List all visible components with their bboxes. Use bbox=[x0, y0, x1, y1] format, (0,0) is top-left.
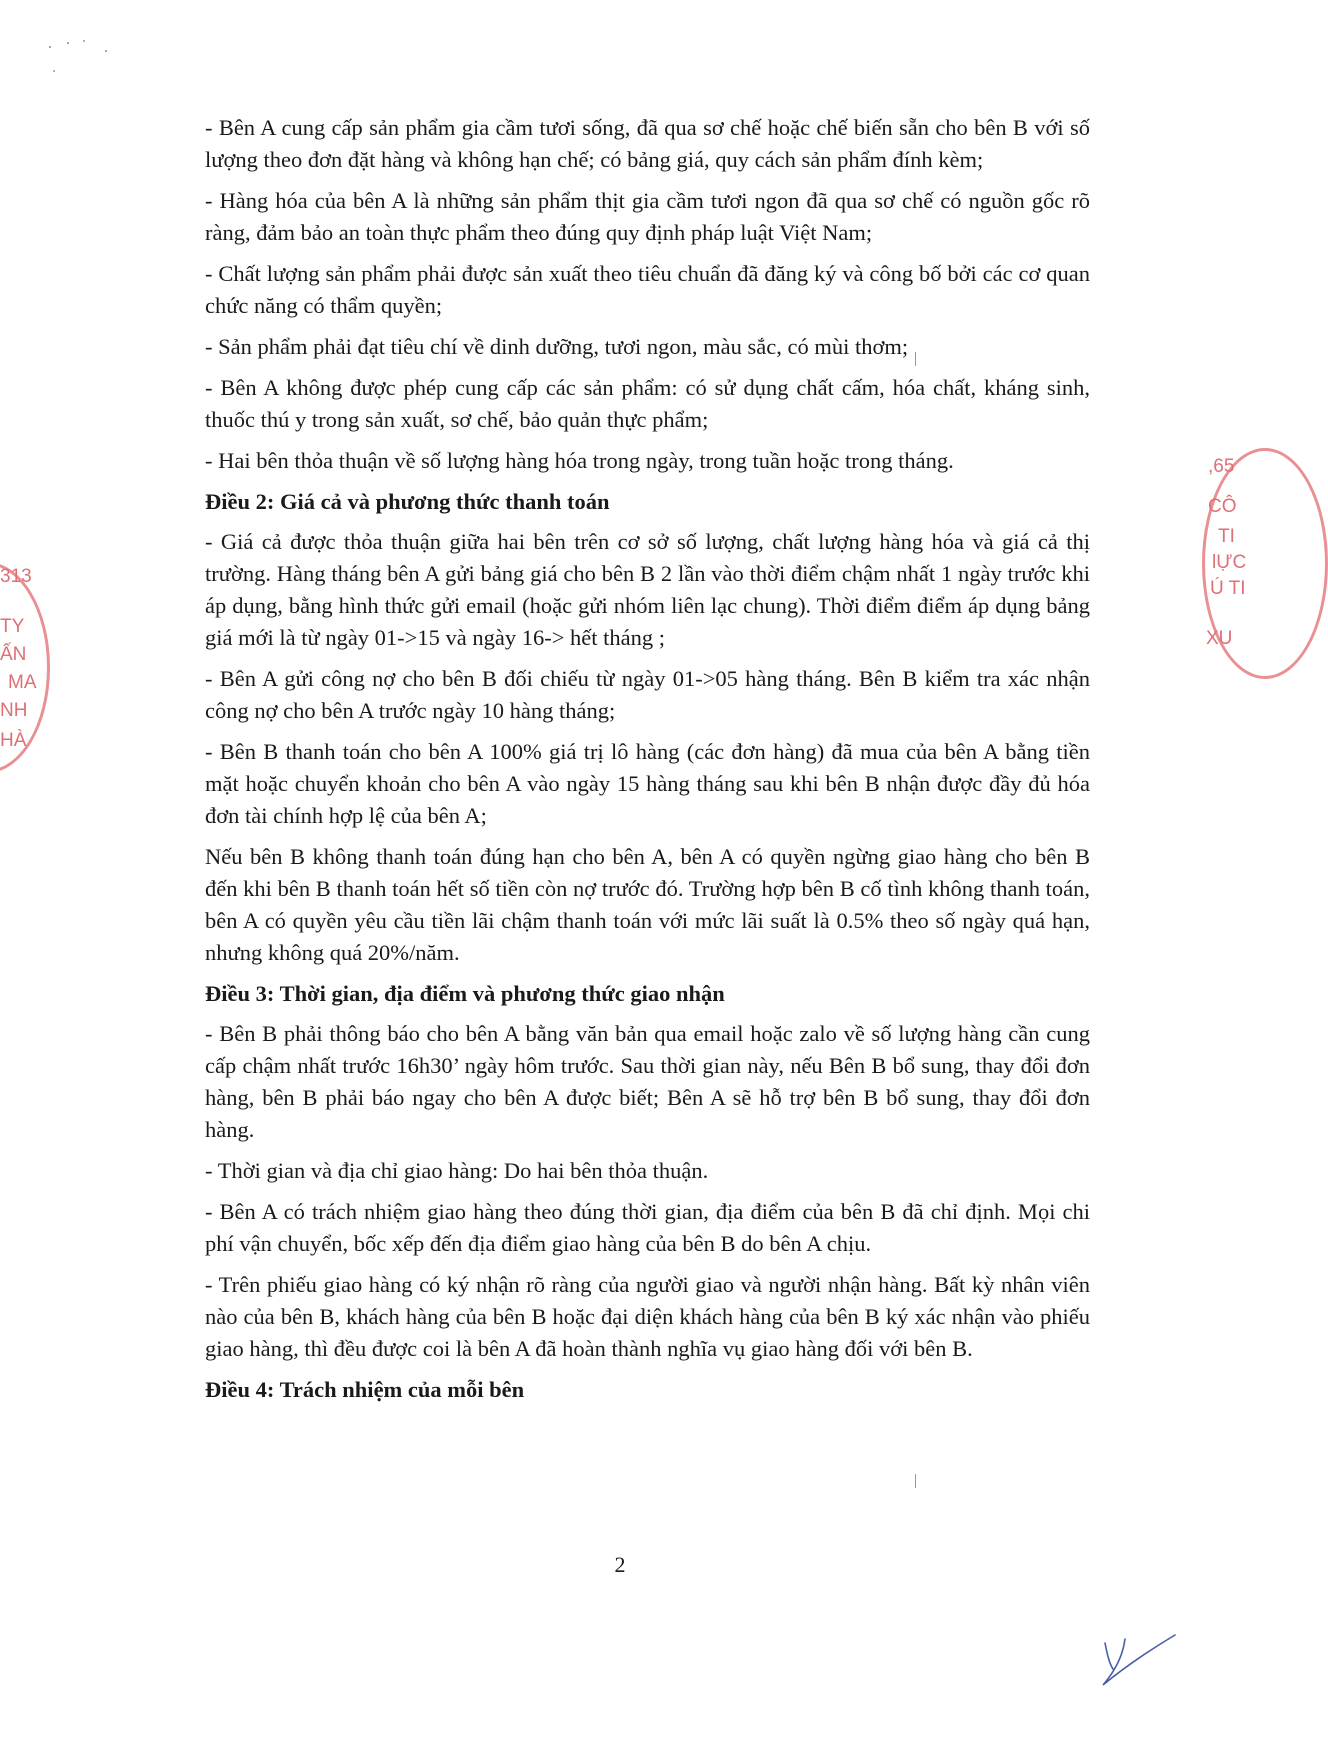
stamp-text: MA bbox=[8, 672, 37, 693]
stamp-text: TY bbox=[0, 616, 25, 637]
clause-paragraph: - Chất lượng sản phẩm phải được sản xuất theo tiêu chuẩn đã đăng ký và công bố bởi các cơ quan chức năng có thẩm quyền; bbox=[205, 261, 1090, 318]
clause-paragraph: - Sản phẩm phải đạt tiêu chí về dinh dưỡng, tươi ngon, màu sắc, có mùi thơm; bbox=[205, 334, 909, 359]
clause-paragraph: - Hai bên thỏa thuận về số lượng hàng hóa trong ngày, trong tuần hoặc trong tháng. bbox=[205, 448, 954, 473]
clause-paragraph: - Bên A cung cấp sản phẩm gia cầm tươi sống, đã qua sơ chế hoặc chế biến sẵn cho bên B với số lượng theo đơn đặt hàng và không hạn chế; có bảng giá, quy cách sản phẩm đính kèm; bbox=[205, 115, 1090, 172]
stamp-text: 313 bbox=[0, 566, 32, 587]
clause-paragraph: - Bên B phải thông báo cho bên A bằng văn bản qua email hoặc zalo về số lượng hàng cần cung cấp chậm nhất trước 16h30’ ngày hôm trước. Sau thời gian này, nếu Bên B bổ sung, thay đổi đơn hàng, bên B phải báo ngay cho bên A được biết; Bên A sẽ hỗ trợ bên B bổ sung, thay đổi đơn hàng. bbox=[205, 1021, 1090, 1142]
article-heading-2: Điều 2: Giá cả và phương thức thanh toán bbox=[205, 489, 610, 514]
stamp-text: NH bbox=[0, 700, 28, 721]
stamp-text: ẤN bbox=[0, 644, 27, 665]
stamp-text: ,65 bbox=[1208, 456, 1235, 477]
stamp-text: HÀ bbox=[0, 730, 27, 751]
clause-paragraph: - Bên B thanh toán cho bên A 100% giá trị lô hàng (các đơn hàng) đã mua của bên A bằng tiền mặt hoặc chuyển khoản cho bên A vào ngày 15 hàng tháng sau khi bên B nhận được đầy đủ hóa đơn tài chính hợp lệ của bên A; bbox=[205, 739, 1090, 828]
stamp-text: XU bbox=[1206, 628, 1233, 649]
article-heading-3: Điều 3: Thời gian, địa điểm và phương thức giao nhận bbox=[205, 981, 725, 1006]
clause-paragraph: - Bên A không được phép cung cấp các sản phẩm: có sử dụng chất cấm, hóa chất, kháng sinh, thuốc thú y trong sản xuất, sơ chế, bảo quản thực phẩm; bbox=[205, 375, 1090, 432]
clause-paragraph: - Hàng hóa của bên A là những sản phẩm thịt gia cầm tươi ngon đã qua sơ chế có nguồn gốc rõ ràng, đảm bảo an toàn thực phẩm theo đúng quy định pháp luật Việt Nam; bbox=[205, 188, 1090, 245]
clause-paragraph: - Giá cả được thỏa thuận giữa hai bên trên cơ sở số lượng, chất lượng hàng hóa và giá cả thị trường. Hàng tháng bên A gửi bảng giá cho bên B 2 lần vào thời điểm chậm nhất 1 ngày trước khi áp dụng, bằng hình thức gửi email (hoặc gửi nhóm liên lạc chung). Thời điểm điểm áp dụng bảng giá mới là từ ngày 01->15 và ngày 16-> hết tháng ; bbox=[205, 529, 1090, 650]
scan-mark bbox=[915, 1474, 916, 1488]
clause-paragraph: - Bên A gửi công nợ cho bên B đối chiếu từ ngày 01->05 hàng tháng. Bên B kiểm tra xác nhận công nợ cho bên A trước ngày 10 hàng tháng; bbox=[205, 666, 1090, 723]
article-heading-4: Điều 4: Trách nhiệm của mỗi bên bbox=[205, 1377, 525, 1402]
stamp-text: CÔ bbox=[1208, 496, 1237, 517]
page-number: 2 bbox=[614, 1552, 626, 1577]
red-stamp-right-fragment bbox=[1196, 448, 1256, 678]
clause-paragraph: Nếu bên B không thanh toán đúng hạn cho bên A, bên A có quyền ngừng giao hàng cho bên B đến khi bên B thanh toán hết số tiền còn nợ trước đó. Trường hợp bên B cố tình không thanh toán, bên A có quyền yêu cầu tiền lãi chậm thanh toán với mức lãi suất là 0.5% theo số ngày quá hạn, nhưng không quá 20%/năm. bbox=[205, 844, 1090, 965]
document-body bbox=[205, 112, 1090, 1414]
scan-mark bbox=[915, 352, 916, 366]
stamp-text: Ú TI bbox=[1210, 578, 1246, 599]
scan-specks bbox=[40, 35, 120, 100]
stamp-text: TI bbox=[1218, 526, 1235, 547]
red-stamp-left-fragment bbox=[0, 562, 54, 772]
clause-paragraph: - Bên A có trách nhiệm giao hàng theo đúng thời gian, địa điểm của bên B đã chỉ định. Mọi chi phí vận chuyển, bốc xếp đến địa điểm giao hàng của bên B do bên A chịu. bbox=[205, 1199, 1090, 1256]
stamp-text: lỰC bbox=[1212, 552, 1247, 573]
clause-paragraph: - Trên phiếu giao hàng có ký nhận rõ ràng của người giao và người nhận hàng. Bất kỳ nhân viên nào của bên B, khách hàng của bên B hoặc đại diện khách hàng của bên B ký xác nhận vào phiếu giao hàng, thì đều được coi là bên A đã hoàn thành nghĩa vụ giao hàng đối với bên B. bbox=[205, 1272, 1090, 1361]
initials-signature bbox=[1095, 1625, 1185, 1700]
clause-paragraph: - Thời gian và địa chỉ giao hàng: Do hai bên thỏa thuận. bbox=[205, 1158, 709, 1183]
